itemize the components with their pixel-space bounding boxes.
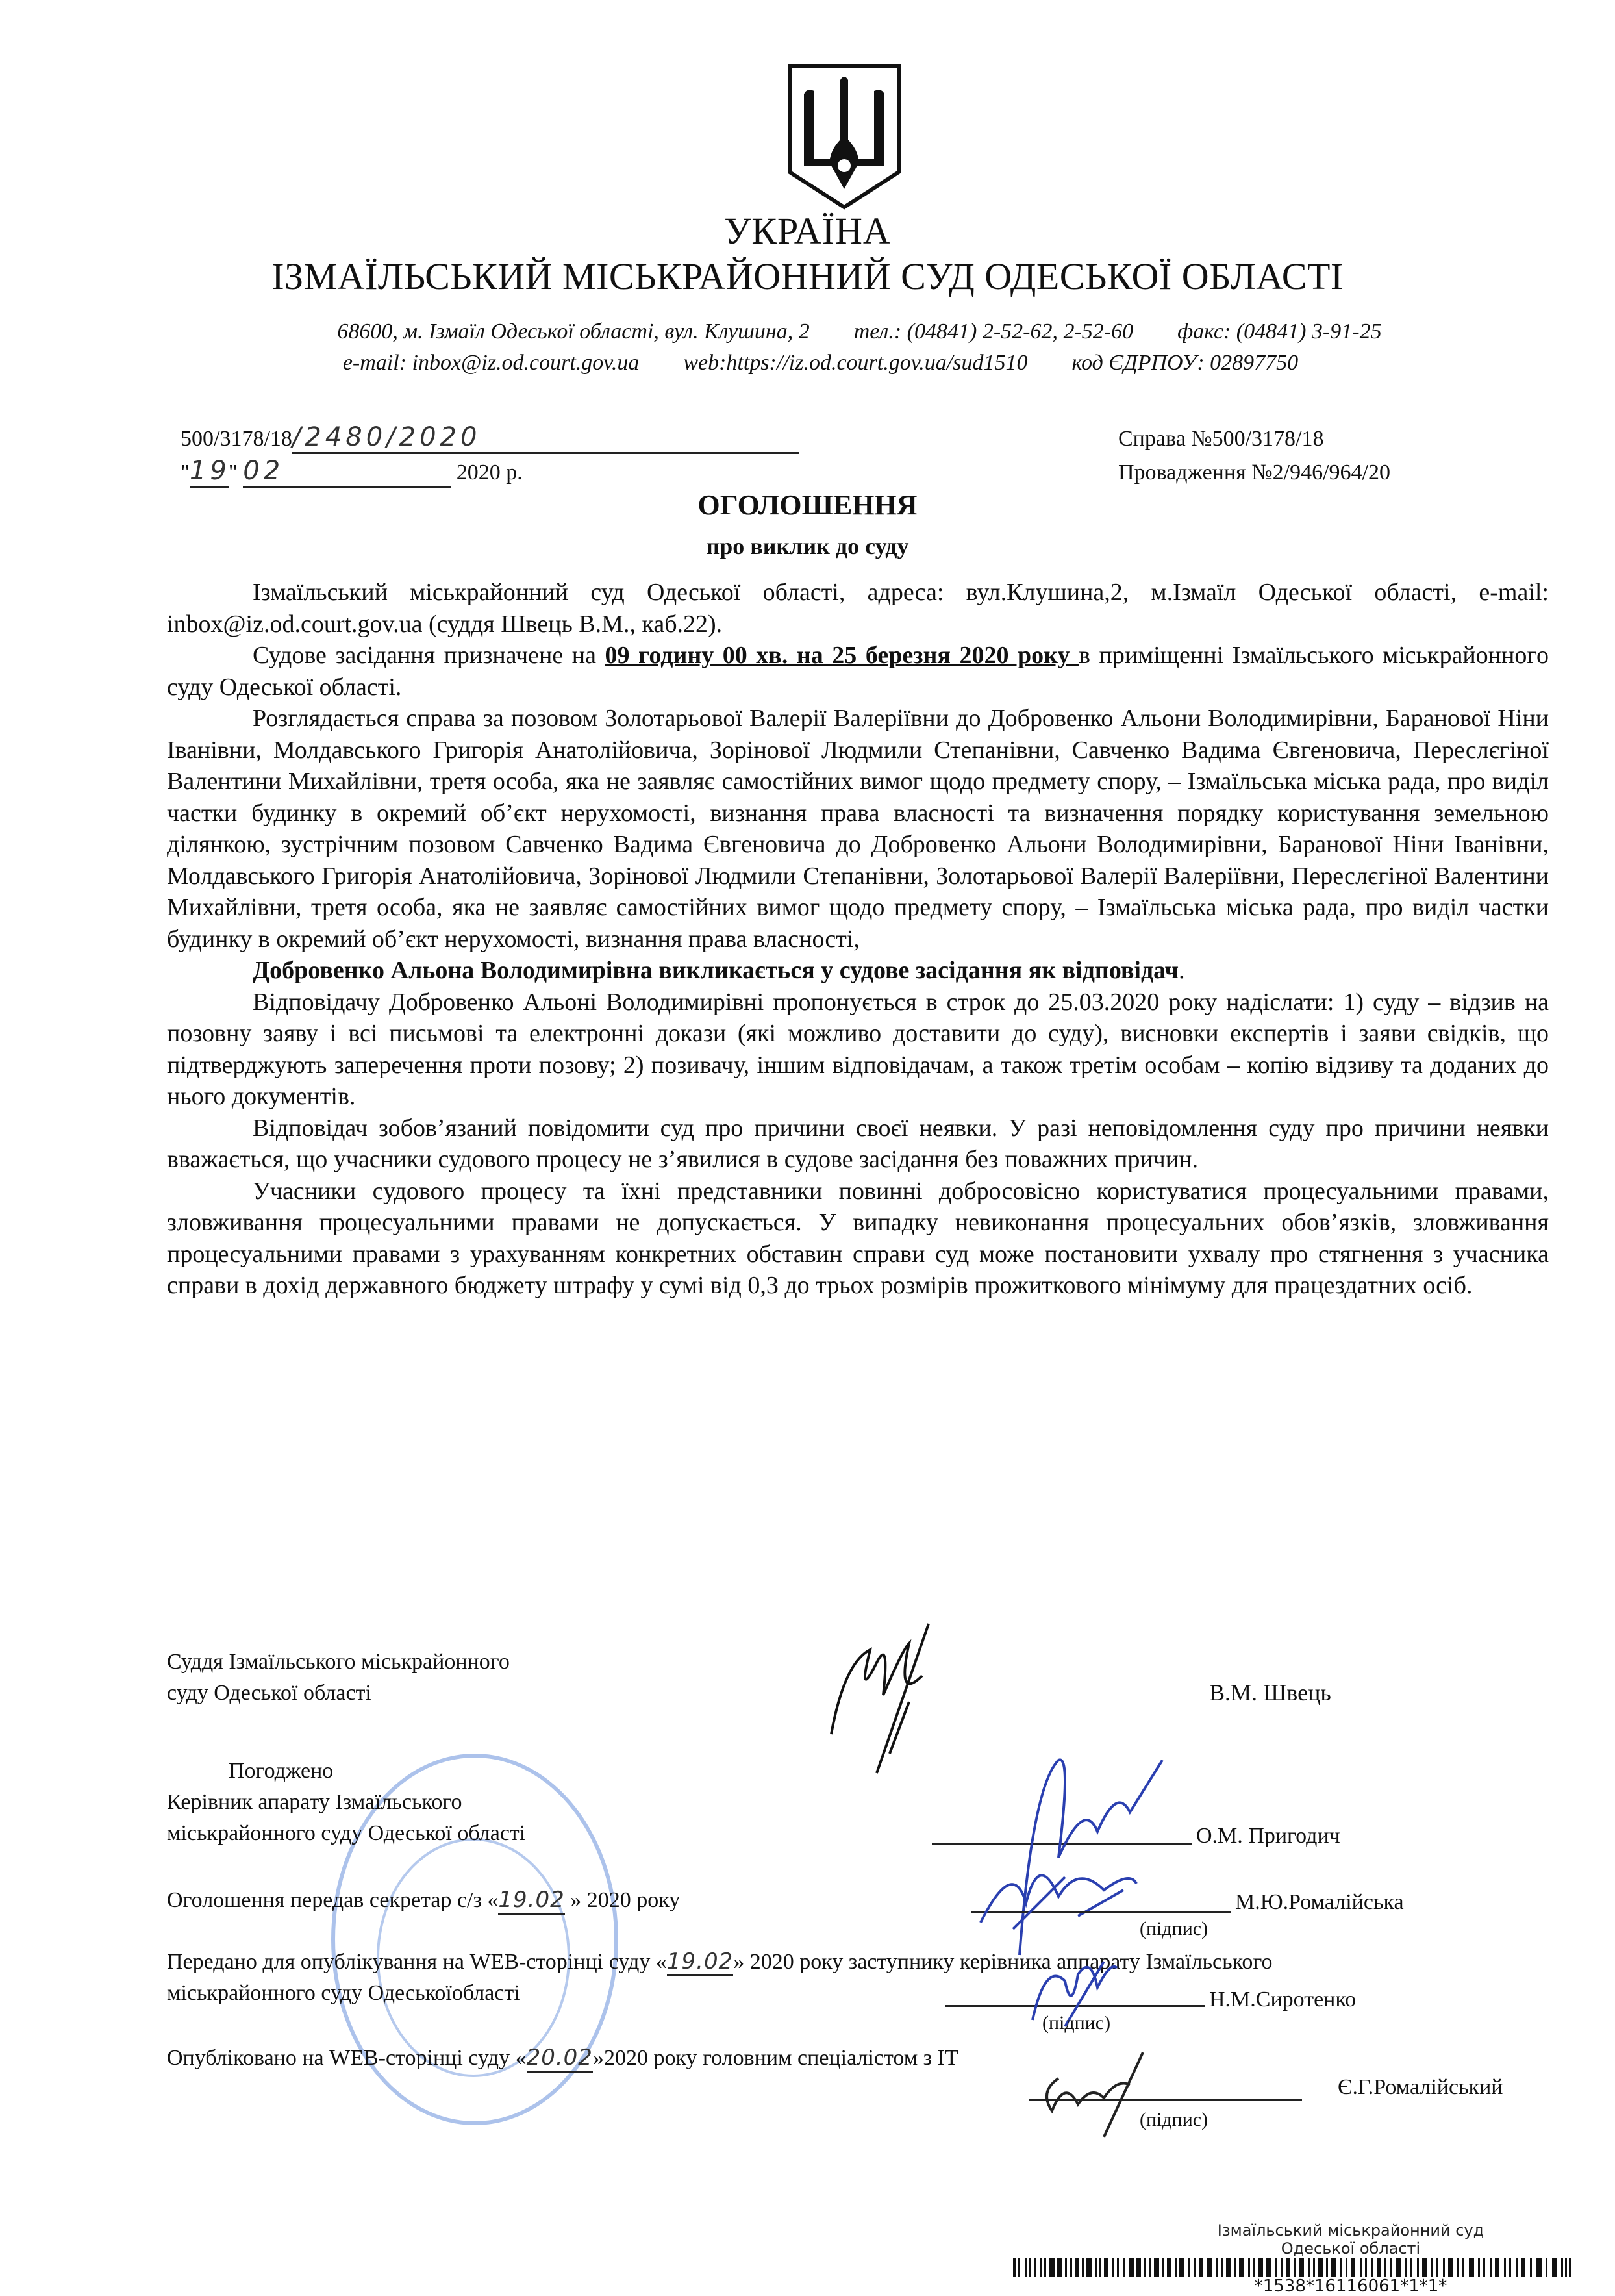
outgoing-registration-number — [181, 422, 799, 454]
secretary-signature-caption: (підпис) — [1140, 1918, 1208, 1939]
secretary-note: Оголошення передав секретар с/з «19.02 » 2020 року — [167, 1887, 680, 1915]
it-specialist-name: Є.Г.Ромалійський — [1338, 2075, 1503, 2099]
document-subtitle: про виклик до суду — [706, 533, 909, 559]
secretary-date-handwritten: 19.02 — [498, 1887, 565, 1913]
trident-coat-of-arms-icon — [786, 62, 903, 211]
barcode-number: *1538*16116061*1*1* — [1254, 2277, 1447, 2296]
paragraph-case-description: Розглядається справа за позовом Золотарьової Валерії Валеріївни до Добровенко Альони Володимирівни, Баранової Ніни Іванівни, Молдавського Григорія Анатолійовича, Зорінової Людмили Степанівни, Савченко Вадима Євгеновича, Переслєгіної Валентини Михайлівни, третя особа, яка не заявляє самостійних вимог щодо предмету спору, – Ізмаїльська міська рада, про виділ частки будинку в окремий об’єкт нерухомості, визнання права власності та визначення порядку користування земельною ділянкою, зустрічним позовом Савченко Вадима Євгеновича до Добровенко Альони Володимирівни, Баранової Ніни Іванівни, Молдавського Григорія Анатолійовича, Зорінової Людмили Степанівни, Золотарьової Валерії Валеріївни, Переслєгіної Валентини Михайлівни, третя особа, яка не заявляє самостійних вимог щодо предмету спору, – Ізмаїльська міська рада, про виділ частки будинку в окремий об’єкт нерухомості, визнання права власності, — [167, 705, 1549, 953]
barcode-label-line1: Ізмаїльський міськрайонний суд — [1217, 2221, 1484, 2239]
court-address: 68600, м. Ізмаїл Одеської області, вул. Клушина, 2 тел.: (04841) 2-52-62, 2-52-60 факс: (04841) 3-91-25 — [337, 320, 1382, 344]
paragraph-summons: Добровенко Альона Володимирівна викликається у судове засідання як відповідач. — [253, 957, 1185, 984]
published-date-handwritten: 20.02 — [526, 2045, 593, 2071]
case-info — [1118, 422, 1390, 490]
registration-number-prefix: 500/3178/18 — [181, 427, 292, 451]
paragraph-hearing-time: Судове засідання призначене на 09 годину 00 хв. на 25 березня 2020 року в приміщенні Ізмаїльського міськрайонного суду Одеської області. — [167, 642, 1549, 701]
judge-name: В.М. Швець — [1209, 1680, 1331, 1706]
paragraph-procedural-rights: Учасники судового процесу та їхні представники повинні добросовісно користуватися процесуальними правами, зловживання процесуальними правами не допускається. У випадку невиконання процесуальних обов’язків, зловживання процесуальними правами з урахуванням конкретних обставин справи суд може постановити ухвалу про стягнення з учасника справи в дохід державного бюджету штрафу у сумі від 0,3 до трьох розмірів прожиткового мінімуму для працездатних осіб. — [167, 1177, 1549, 1299]
year-suffix: 2020 р. — [456, 460, 523, 485]
paragraph-court-address: Ізмаїльський міськрайонний суд Одеської області, адреса: вул.Клушина,2, м.Ізмаїл Одеської області, e-mail: inbox@iz.od.court.gov.ua (суддя Швець В.М., каб.22). — [167, 579, 1549, 638]
court-contacts: e-mail: inbox@iz.od.court.gov.ua web:https://iz.od.court.gov.ua/sud1510 код ЄДРПОУ: 02897750 — [342, 351, 1299, 375]
paragraph-response-deadline: Відповідачу Добровенко Альоні Володимирівні пропонується в строк до 25.03.2020 року надіслати: 1) суду – відзив на позовну заяву і всі письмові та електронні докази (які можливо доставити до суду), висновки експертів і заяви свідків, що підтверджують заперечення проти позову; 2) позивачу, іншим відповідачам, а також третім особам – копію відзиву та доданих до нього документів. — [167, 988, 1549, 1110]
month-handwritten: 02 — [243, 456, 284, 486]
published-note: Опубліковано на WEB-сторінці суду «20.02»2020 року головним спеціалістом з ІТ — [167, 2045, 958, 2073]
deputy-signature-caption: (підпис) — [1042, 2012, 1111, 2034]
country-heading: УКРАЇНА — [724, 210, 891, 252]
hearing-datetime: 09 годину 00 хв. на 25 березня 2020 року — [605, 642, 1079, 669]
proceeding-number: Провадження №2/946/964/20 — [1118, 460, 1390, 485]
registration-number-handwritten-field: /2480/2020 — [292, 422, 799, 454]
document-title: ОГОЛОШЕННЯ — [697, 489, 918, 521]
announcement-body — [167, 577, 1549, 1302]
judge-title: Суддя Ізмаїльського міськрайонного суду Одеської області — [167, 1650, 510, 1705]
barcode-icon — [1013, 2258, 1571, 2277]
transfer-note-line2: міськрайонного суду Одеськоїобласті — [167, 1981, 520, 2005]
judge-signature-icon — [818, 1624, 961, 1773]
transfer-date-handwritten: 19.02 — [666, 1949, 734, 1974]
outgoing-registration-date: "19" 02 2020 р. — [181, 456, 523, 488]
it-signature-caption: (підпис) — [1140, 2109, 1208, 2130]
paragraph-absence-notice: Відповідач зобов’язаний повідомити суд про причини своєї неявки. У разі неповідомлення суду про причини неявки вважається, що учасники судового процесу не з’явилися в судове засідання без поважних причин. — [167, 1114, 1549, 1173]
barcode-label-line2: Одеської області — [1281, 2239, 1421, 2258]
secretary-name: М.Ю.Ромалійська — [1235, 1890, 1404, 1914]
head-name: О.М. Пригодич — [1196, 1824, 1340, 1848]
transfer-note: Передано для опублікування на WEB-сторінці суду «19.02» 2020 року заступнику керівника аппарату Ізмаїльського — [167, 1949, 1272, 1976]
day-handwritten: 19 — [189, 456, 231, 486]
agreed-label: Погоджено — [229, 1759, 334, 1783]
deputy-name: Н.М.Сиротенко — [1209, 1987, 1357, 2012]
case-number: Справа №500/3178/18 — [1118, 427, 1324, 451]
head-of-apparatus-title: Керівник апарату Ізмаїльського міськрайонного суду Одеської області — [167, 1790, 526, 1845]
court-name-heading: ІЗМАЇЛЬСЬКИЙ МІСЬКРАЙОННИЙ СУД ОДЕСЬКОЇ ОБЛАСТІ — [271, 255, 1344, 297]
